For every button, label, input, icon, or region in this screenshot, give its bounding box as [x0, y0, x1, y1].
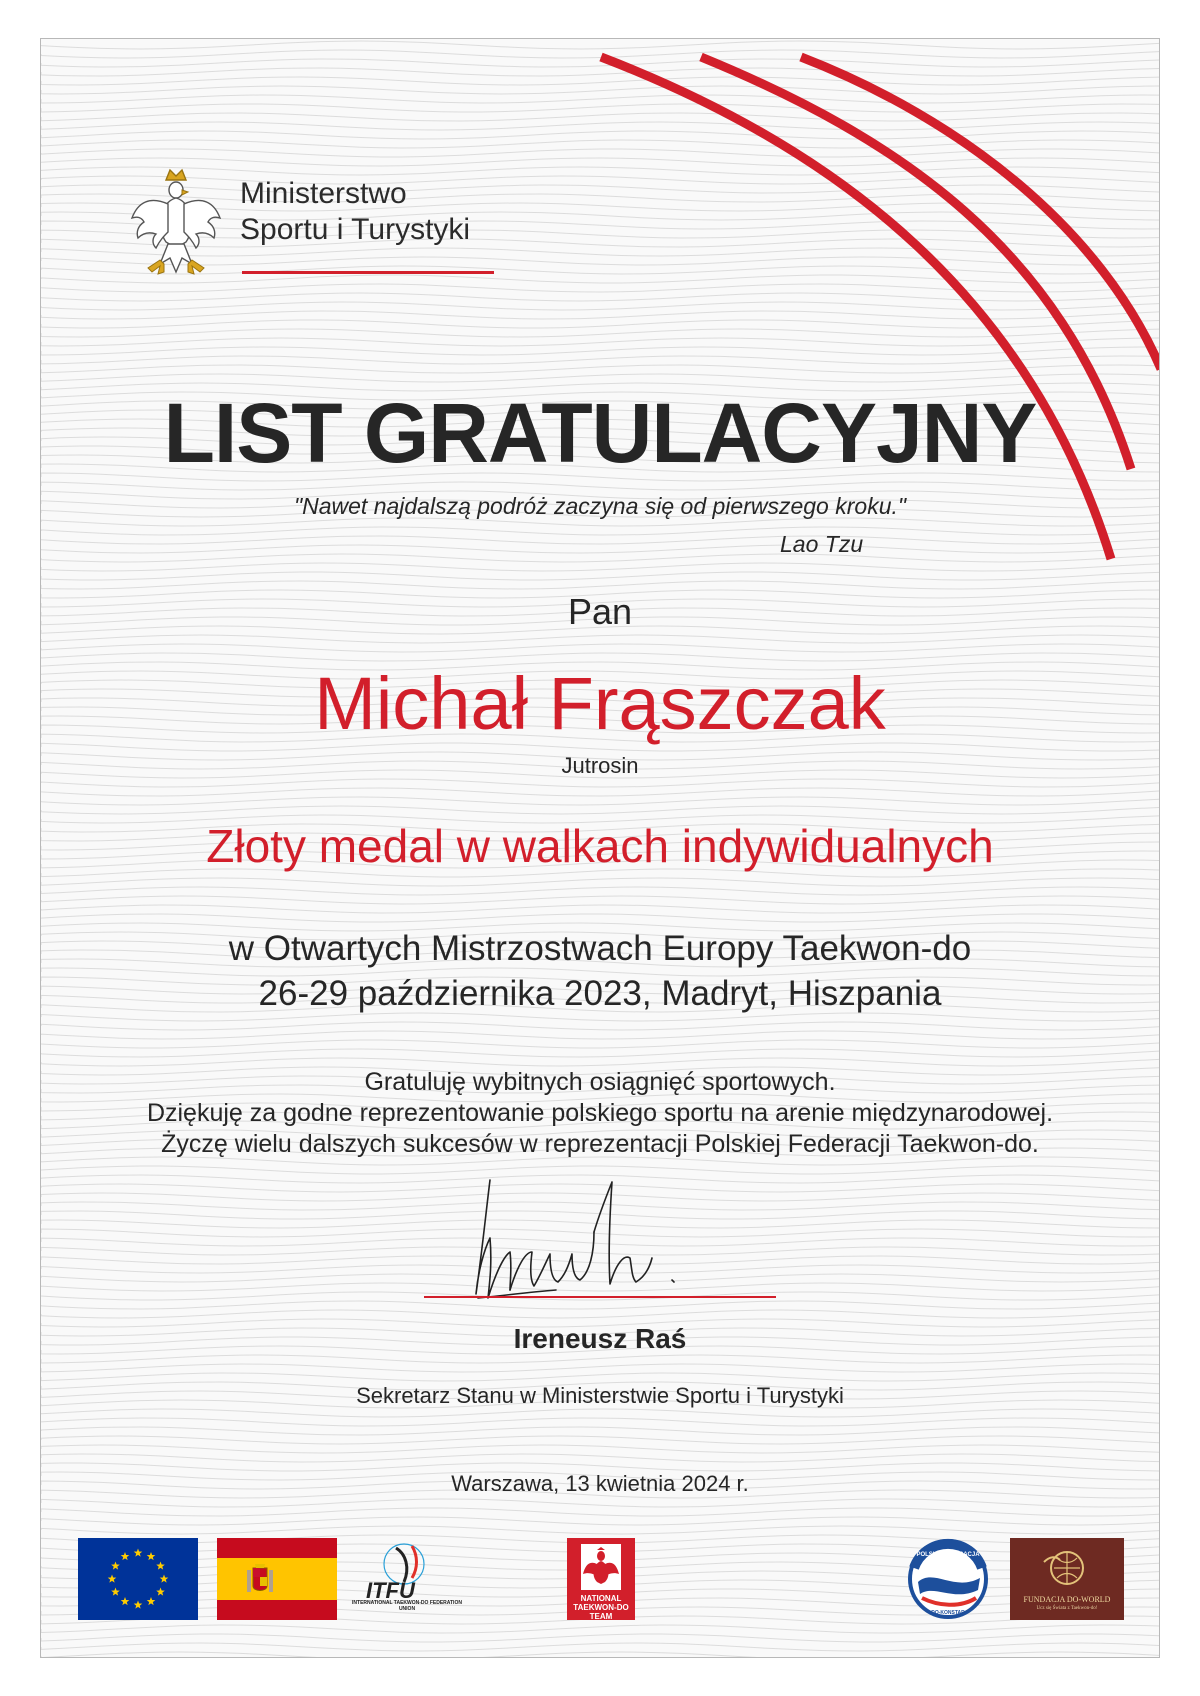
certificate-title: LIST GRATULACYJNY — [163, 386, 1037, 480]
message-line-3: Życzę wielu dalszych sukcesów w reprezentacji Polskiej Federacji Taekwon-do. — [161, 1130, 1039, 1158]
ministry-underline — [242, 271, 494, 274]
svg-text:DO-KONSTAR: DO-KONSTAR — [931, 1610, 965, 1616]
ministry-name-line1: Ministerstwo — [240, 177, 407, 210]
ministry-name-line2: Sportu i Turystyki — [240, 213, 471, 246]
fundacja-do-world-motto: Ucz się Świata z Taekwon-do! — [1036, 1606, 1098, 1611]
eu-flag-icon — [78, 1538, 198, 1620]
polish-federation-logo-icon — [904, 1538, 992, 1620]
spain-flag-icon — [217, 1538, 337, 1620]
fundacja-do-world-caption: FUNDACJA DO-WORLD — [1023, 1595, 1111, 1604]
polish-eagle-icon — [130, 168, 222, 278]
signature-line — [424, 1296, 776, 1298]
ministry-name — [240, 176, 470, 248]
handwritten-signature — [460, 1172, 730, 1312]
national-team-caption: NATIONAL TAEKWON-DO TEAM — [573, 1594, 629, 1621]
itfu-caption: INTERNATIONAL TAEKWON-DO FEDERATION UNION — [352, 1600, 462, 1612]
quote-text: "Nawet najdalszą podróż zaczyna się od pierwszego kroku." — [293, 493, 907, 519]
svg-text:POLSKA FEDERACJA: POLSKA FEDERACJA — [916, 1552, 980, 1558]
achievement-title: Złoty medal w walkach indywidualnych — [206, 820, 994, 872]
date-place: Warszawa, 13 kwietnia 2024 r. — [451, 1471, 749, 1496]
message-line-2: Dziękuję za godne reprezentowanie polskiego sportu na arenie międzynarodowej. — [146, 1099, 1054, 1127]
event-line-2: 26-29 października 2023, Madryt, Hiszpania — [258, 974, 942, 1013]
quote-author: Lao Tzu — [780, 531, 864, 557]
signer-role: Sekretarz Stanu w Ministerstwie Sportu i Turystyki — [356, 1383, 844, 1408]
message-line-1: Gratuluję wybitnych osiągnięć sportowych. — [364, 1068, 836, 1096]
recipient-salutation: Pan — [567, 591, 633, 632]
signer-name: Ireneusz Raś — [513, 1323, 687, 1354]
svg-text:ITFU: ITFU — [366, 1578, 415, 1603]
recipient-name: Michał Frąszczak — [314, 662, 886, 745]
recipient-town: Jutrosin — [561, 753, 639, 778]
event-line-1: w Otwartych Mistrzostwach Europy Taekwon-do — [228, 929, 972, 968]
